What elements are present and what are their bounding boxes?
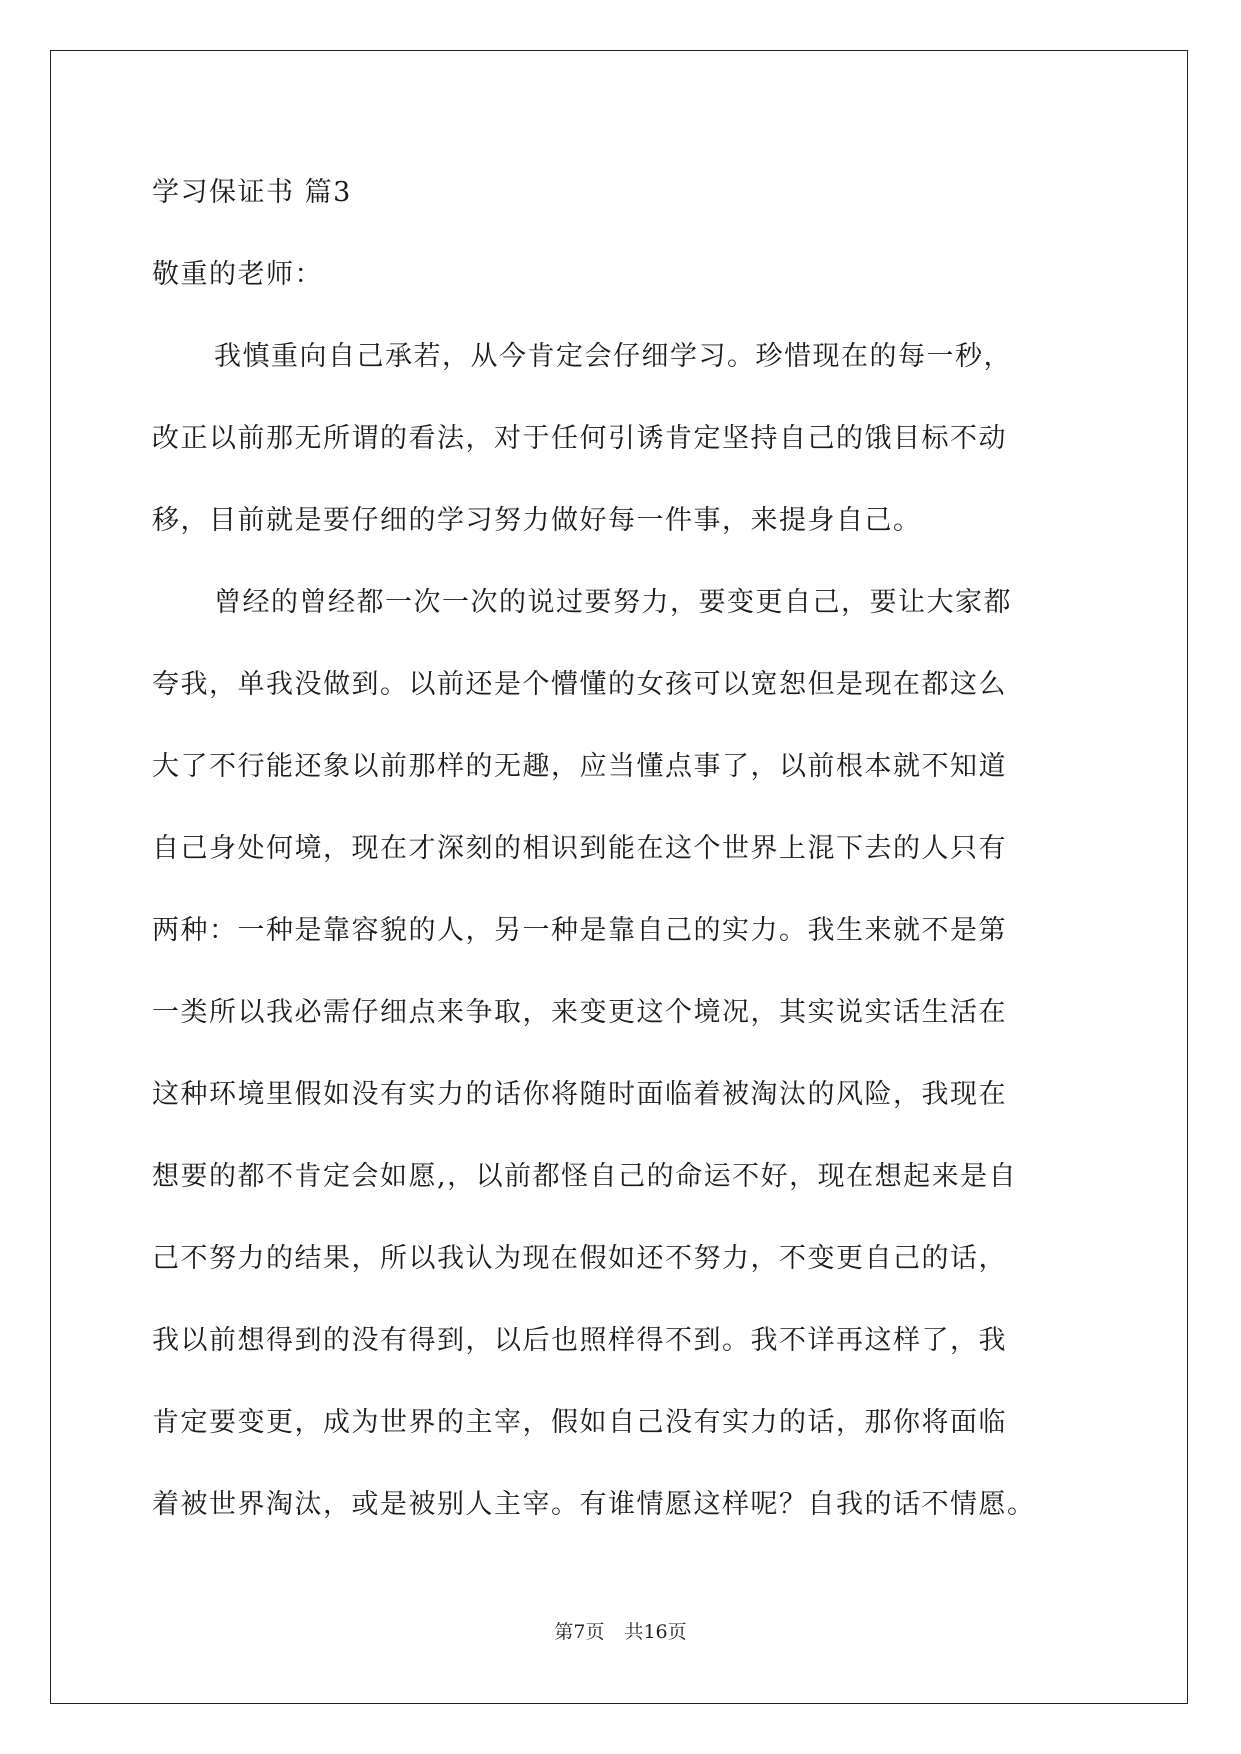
body-line: 己不努力的结果，所以我认为现在假如还不努力，不变更自己的话， bbox=[152, 1243, 1007, 1274]
body-line: 两种：一种是靠容貌的人，另一种是靠自己的实力。我生来就不是第 bbox=[152, 915, 1007, 946]
body-line: 大了不行能还象以前那样的无趣，应当懂点事了，以前根本就不知道 bbox=[152, 751, 1007, 782]
page-border bbox=[50, 50, 1188, 1704]
page-footer bbox=[0, 1620, 1241, 1644]
body-line: 想要的都不肯定会如愿,，以前都怪自己的命运不好，现在想起来是自 bbox=[152, 1161, 1018, 1192]
document-title: 学习保证书 篇3 bbox=[152, 177, 352, 208]
body-line: 我以前想得到的没有得到，以后也照样得不到。我不详再这样了，我 bbox=[152, 1325, 1007, 1356]
body-line: 曾经的曾经都一次一次的说过要努力，要变更自己，要让大家都 bbox=[214, 587, 1012, 618]
body-line: 我慎重向自己承若，从今肯定会仔细学习。珍惜现在的每一秒， bbox=[214, 341, 1012, 372]
salutation: 敬重的老师： bbox=[152, 259, 323, 290]
body-line: 夸我，单我没做到。以前还是个懵懂的女孩可以宽恕但是现在都这么 bbox=[152, 669, 1007, 700]
body-line: 这种环境里假如没有实力的话你将随时面临着被淘汰的风险，我现在 bbox=[152, 1079, 1007, 1110]
body-line: 移，目前就是要仔细的学习努力做好每一件事，来提身自己。 bbox=[152, 505, 922, 536]
body-line: 着被世界淘汰，或是被别人主宰。有谁情愿这样呢？自我的话不情愿。 bbox=[152, 1489, 1036, 1520]
body-line: 自己身处何境，现在才深刻的相识到能在这个世界上混下去的人只有 bbox=[152, 833, 1007, 864]
body-line: 一类所以我必需仔细点来争取，来变更这个境况，其实说实话生活在 bbox=[152, 997, 1007, 1028]
current-page: 第7页 bbox=[554, 1621, 605, 1643]
body-line: 改正以前那无所谓的看法，对于任何引诱肯定坚持自己的饿目标不动 bbox=[152, 423, 1007, 454]
total-pages: 共16页 bbox=[624, 1621, 687, 1643]
body-line: 肯定要变更，成为世界的主宰，假如自己没有实力的话，那你将面临 bbox=[152, 1407, 1007, 1438]
